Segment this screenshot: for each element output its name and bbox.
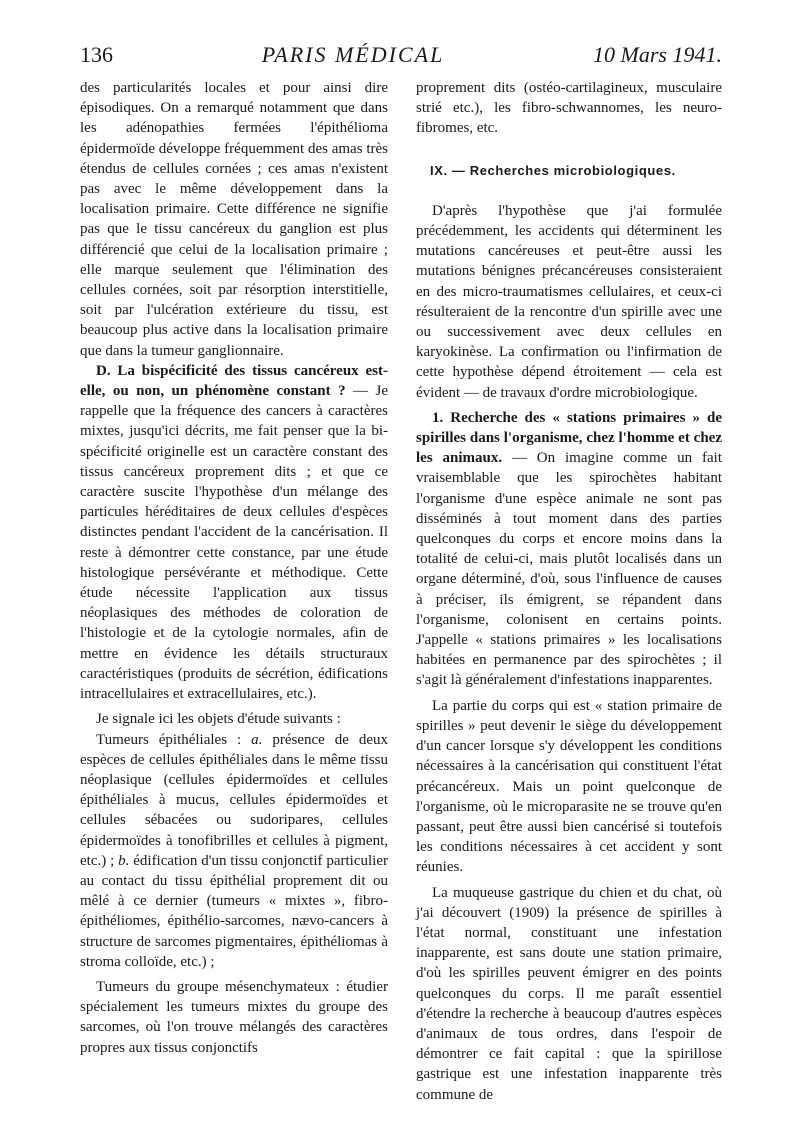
left-column <box>80 78 388 1058</box>
item-b-text: édification d'un tissu conjonctif particulier au contact du tissu épithélial proprement dit ou mêlé à ce dernier (tumeurs « mixtes », fibro-épithéliomes, épithélio-sarcomes, nævo-cancers à structure de sarcomes pigmentaires, épithéliomas à stroma colloïde, etc.) ; <box>80 852 388 970</box>
paragraph-body: — Je rappelle que la fréquence des cancers à caractères mixtes, jusqu'ici décrits, me fait penser que la bi-spécificité originelle est un caractère constant des tissus cancéreux proprement dits ; et que ce caractère suscite l'hypothèse d'un mélange des particules héréditaires de deux cellules d'espèces distinctes pendant l'accident de la cancérisation. Il reste à démontrer cette constance, par une étude histologique persévérante et méthodique. Cette étude nécessite l'application aux tissus néoplasiques des méthodes de coloration de l'histologie et de la cytologie normales, afin de mettre en évidence les détails structuraux caractéristiques (produits de sécrétion, édifications intracellulaires et extracellulaires, etc.). <box>80 383 388 703</box>
paragraph-gastric-mucosa: La muqueuse gastrique du chien et du chat, où j'ai découvert (1909) la présence de spirilles à l'état normal, constituant une infestation inapparente, est sans doute une station primaire, d'où les spirilles peuvent émigrer en des points quelconques du corps. Il me paraît essentiel d'étendre la recherche à beaucoup d'autres espèces d'animaux de tous ordres, dans l'espoir de démontrer ce fait capital : que la spirillose gastrique est une infestation inapparente très commune de <box>416 884 722 1103</box>
paragraph-mesenchymal-tumours: Tumeurs du groupe mésenchymateux : étudier spécialement les tumeurs mixtes du groupe des sarcomes, où l'on trouve mélangés des caractères propres aux tissus conjonctifs <box>80 978 388 1056</box>
paragraph-bispecificity <box>80 361 388 704</box>
paragraph-objects: Je signale ici les objets d'étude suivants : <box>96 711 341 728</box>
paragraph-hypothesis: D'après l'hypothèse que j'ai formulée précédemment, les accidents qui déterminent les mutations cancéreuses et peut-être aussi les mutations bénignes précancéreuses consisteraient en des micro-traumatismes cellulaires, et ceux-ci résulteraient de la rencontre d'un spirille avec une ou successivement avec deux cellules en karyokinèse. La confirmation ou l'infirmation de cette hypothèse dépend étroitement — cela est évident — de travaux d'ordre microbiologique. <box>416 202 722 401</box>
paragraph-heading: 1. Recherche des « stations primaires » de spirilles dans l'organisme, chez l'homme et chez les animaux. <box>416 409 722 467</box>
item-marker-a: a. <box>251 731 263 748</box>
paragraph-body: — On imagine comme un fait vraisemblable que les spirochètes habitant l'organisme d'une espèce animale ne sont pas disséminés à tout moment dans des parties quelconques du corps et encore moins dans la totalité de celui-ci, mais plutôt localisés dans un organe déterminé, d'où, sous l'influence de causes à préciser, ils émigrent, se répandent dans l'organisme, colonisent en certains points. J'appelle « stations primaires » les localisations habitées en permanence par des spirochètes ; il s'agit là généralement d'infestations inapparentes. <box>416 450 722 689</box>
list-intro: Tumeurs épithéliales : <box>96 731 252 748</box>
item-marker-b: b. <box>118 852 130 869</box>
item-a-text: présence de deux espèces de cellules épithéliales dans le même tissu néoplasique (cellules épidermoïdes et cellules épithéliales à mucus, cellules épidermoïdes et cellules sébacées ou sudoripares, cellules épidermoïdes à tonofibrilles et cellules à pigment, etc.) ; <box>80 731 388 869</box>
paragraph-heading: D. La bispécificité des tissus cancéreux est-elle, ou non, un phénomène constant ? <box>80 362 388 400</box>
section-heading: IX. — Recherches microbiologiques. <box>430 162 676 178</box>
paragraph-continuation: des particularités locales et pour ainsi dire épisodiques. On a remarqué notamment que dans les adénopathies fermées l'épithélioma épidermoïde développe fréquemment des amas très étendus de cellules cornées ; ces amas n'existent pas avec le même développement dans la localisation primaire. Cette différence ne signifie pas que le tissu cancéreux du ganglion est plus différencié que celui de la localisation primaire ; elle marque seulement que l'élimination des cellules cornées, soit par résorption interstitielle, soit par l'ulcération extérieure du tissu, est beaucoup plus active dans la localisation primaire que dans la tumeur ganglionnaire. <box>80 80 388 359</box>
paragraph-epithelial-tumours <box>80 730 388 972</box>
page-number: 136 <box>80 42 113 67</box>
paragraph-body-part: La partie du corps qui est « station primaire de spirilles » peut devenir le siège du développement d'un cancer lorsque s'y développent les conditions nécessaires à la cancérisation qui constituent l'état précancéreux. Mais un point quelconque de l'organisme, où le microparasite ne se trouve qu'en passant, peut être aussi bien cancérisé si toutefois les conditions nécessaires à cet accident y sont réunies. <box>416 697 722 876</box>
paragraph-continuation-right: proprement dits (ostéo-cartilagineux, musculaire strié etc.), les fibro-schwannomes, les neuro-fibromes, etc. <box>416 80 722 137</box>
running-head <box>80 42 722 76</box>
journal-title: PARIS MÉDICAL <box>261 42 445 67</box>
issue-date: 10 Mars 1941. <box>593 42 722 67</box>
paragraph-primary-stations <box>416 408 722 691</box>
right-column <box>416 78 722 1105</box>
